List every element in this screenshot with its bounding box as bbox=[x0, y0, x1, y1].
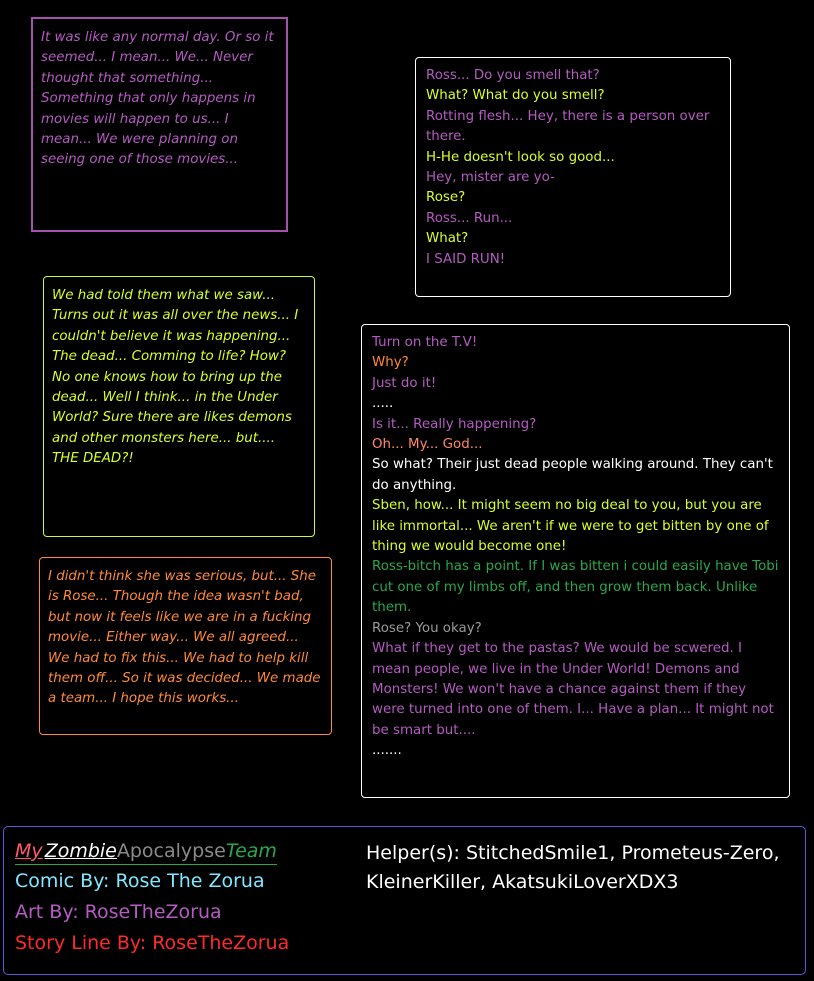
narration-text: It was like any normal day. Or so it seemed... I mean... We... Never thought that something... Something that only happens in movies will happen to us... I mean... We were planning on seeing one of those movies... bbox=[41, 30, 274, 168]
dialogue-line: Ross... Do you smell that? bbox=[426, 68, 600, 83]
narration-box-3 bbox=[39, 557, 332, 735]
comic-by-credit: Comic By: Rose The Zorua bbox=[15, 870, 265, 892]
title-my: My bbox=[15, 840, 43, 862]
dialogue-line: Why? bbox=[372, 355, 409, 371]
helpers-credit: Helper(s): StitchedSmile1, Prometeus-Zero, KleinerKiller, AkatsukiLoverXDX3 bbox=[366, 842, 780, 893]
narration-text: We had told them what we saw... Turns out it was all over the news... I couldn't believe it was happening... The dead... Comming to life? How? No one knows how to bring up the dead... Well I think... in the Under World? Sure there are likes demons and other monsters here... but.... THE DEAD?! bbox=[52, 288, 299, 467]
dialogue-line: ....... bbox=[372, 743, 402, 759]
title-team: Team bbox=[225, 840, 277, 862]
dialogue-line: Oh... My... God... bbox=[372, 437, 483, 453]
narration-box-2 bbox=[43, 276, 315, 537]
comic-title bbox=[15, 839, 277, 865]
dialogue-line: ..... bbox=[372, 396, 394, 412]
dialogue-line: What if they get to the pastas? We would be scwered. I mean people, we live in the Under World! Demons and Monsters! We won't have a chance against them if they were turned into one of them. I... Have a plan... It might not be smart but.... bbox=[372, 641, 774, 738]
dialogue-line: So what? Their just dead people walking around. They can't do anything. bbox=[372, 457, 773, 493]
dialogue-box-1 bbox=[415, 57, 731, 297]
dialogue-line: Rose? You okay? bbox=[372, 620, 482, 636]
dialogue-line: Hey, mister are yo- bbox=[426, 170, 555, 186]
dialogue-lines bbox=[426, 66, 720, 270]
dialogue-lines bbox=[372, 333, 779, 762]
dialogue-line: I SAID RUN! bbox=[426, 251, 506, 267]
title-apocalypse: Apocalypse bbox=[116, 840, 226, 862]
dialogue-line: What? bbox=[426, 231, 469, 247]
dialogue-line: Sben, how... It might seem no big deal to you, but you are like immortal... We aren't if we were to get bitten by one of thing we would become one! bbox=[372, 498, 769, 555]
dialogue-line: Is it... Really happening? bbox=[372, 416, 537, 432]
title-zombie: Zombie bbox=[44, 840, 117, 862]
dialogue-line: Rose? bbox=[426, 190, 466, 206]
narration-box-1 bbox=[31, 17, 288, 232]
narration-text: I didn't think she was serious, but... She is Rose... Though the idea wasn't bad, but now it feels like we are in a fucking movie... Either way... We all agreed... We had to fix this... We had to help kill them off... So it was decided... We made a team... I hope this works... bbox=[48, 569, 321, 707]
story-by-credit: Story Line By: RoseTheZorua bbox=[15, 932, 290, 954]
credits-panel bbox=[3, 826, 806, 975]
dialogue-box-2 bbox=[361, 324, 790, 798]
art-by-credit: Art By: RoseTheZorua bbox=[15, 901, 222, 923]
dialogue-line: Just do it! bbox=[372, 375, 437, 391]
dialogue-line: H-He doesn't look so good... bbox=[426, 149, 615, 165]
dialogue-line: Ross-bitch has a point. If I was bitten i could easily have Tobi cut one of my limbs off, and then grow them back. Unlike them. bbox=[372, 559, 779, 616]
dialogue-line: Turn on the T.V! bbox=[372, 335, 478, 350]
dialogue-line: What? What do you smell? bbox=[426, 88, 605, 104]
dialogue-line: Rotting flesh... Hey, there is a person over there. bbox=[426, 108, 710, 145]
dialogue-line: Ross... Run... bbox=[426, 210, 513, 226]
